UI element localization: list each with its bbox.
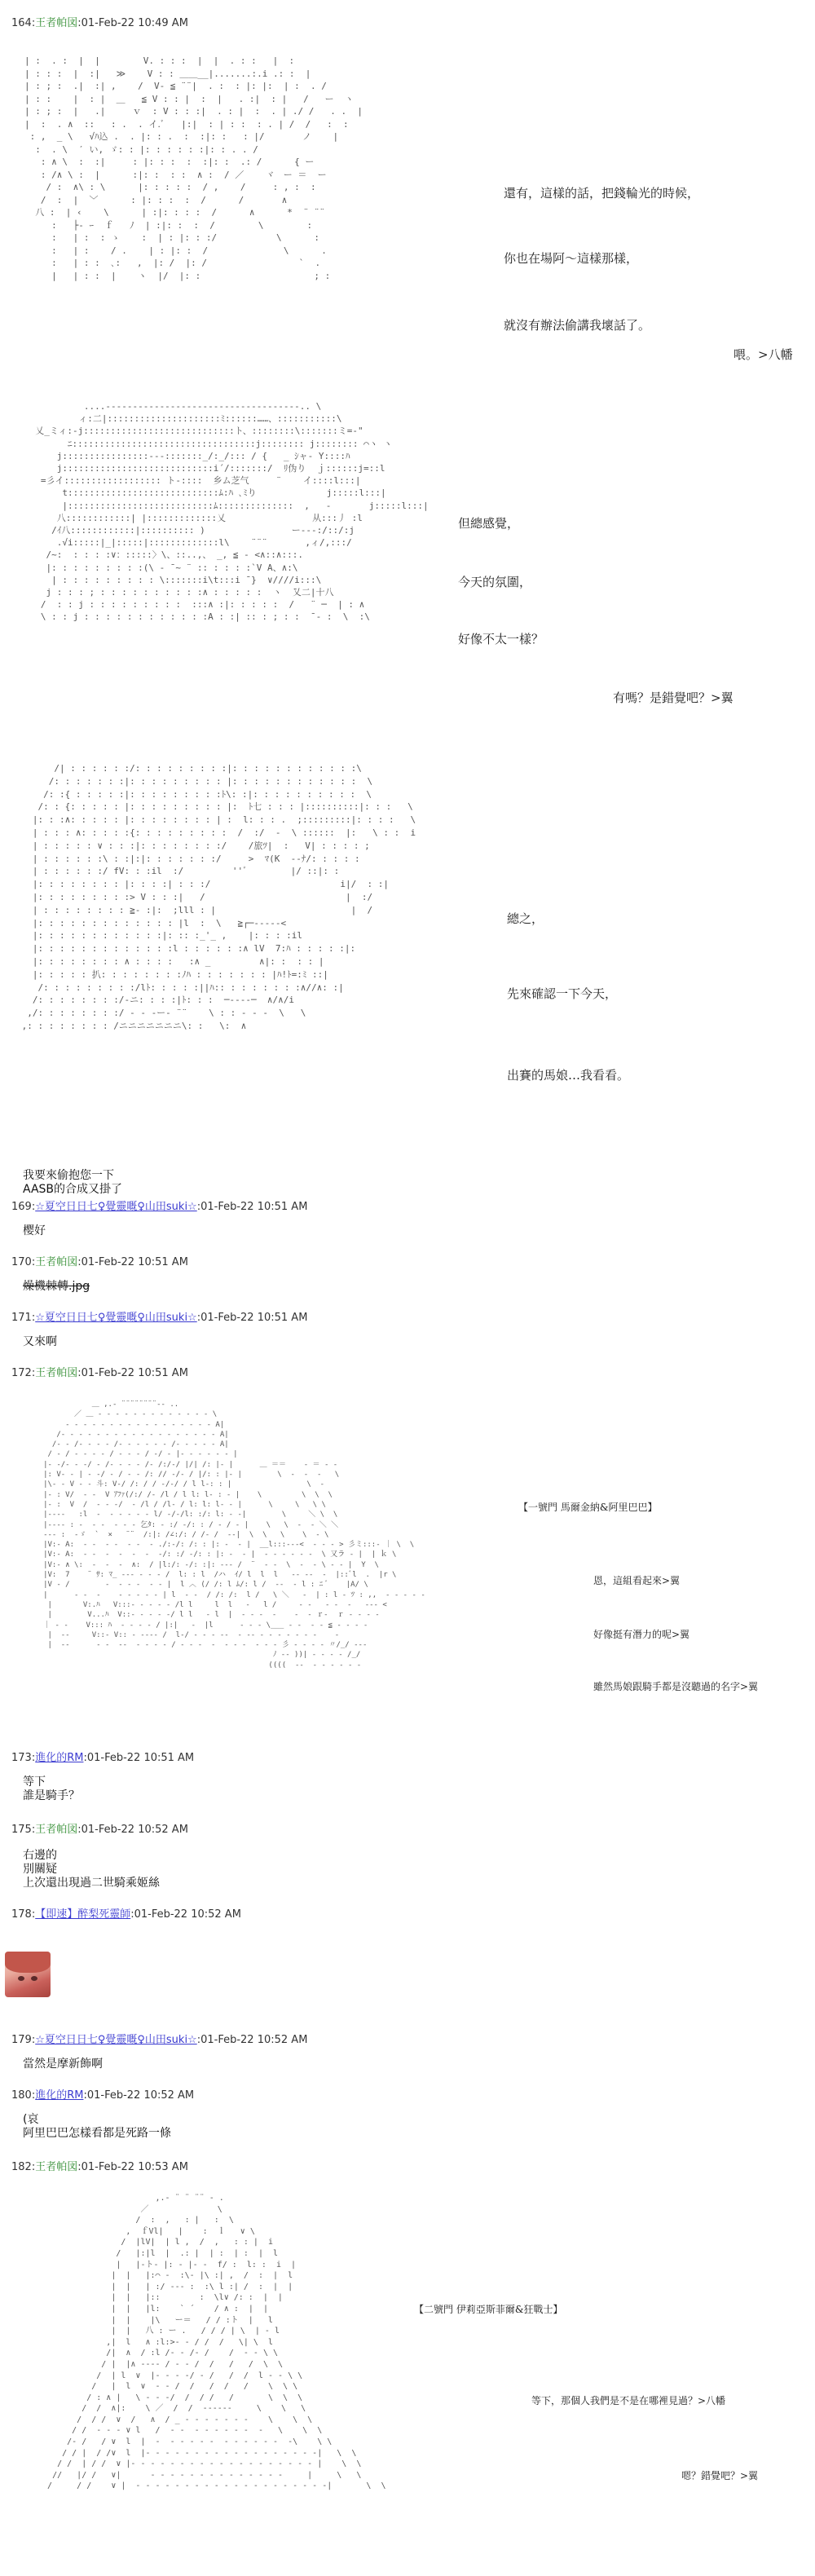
ascii-art-1: | : . : | | V. : : : | | . : : | : | : : : | :| ≫ V : : ＿＿__|.......:.i .: : | | : ; : .| :| , / V- ≦ ¨¨| . : : |: |: | : . / | : : | : | ＿ ≦ V : : | : | . :| : | / ー ヽ | : ; : | .| ｖ : V : : :| . : | : . | ./ / . . | | : . ∧ :: : . . イ.ﾞ |:| : | : : : . | / / : : : , _ \ √ﾊ込 . . |: : . : :|: : : |/ ノ | : . \ ′ い, ゞ: : |: : : : : :|: : . . / : ∧ \ : :| : |: : : : :|: : .: / { ー : /∧ \ : | :|: : : : ∧ : / ／ ヾ ー ＝ ー / : ∧\ : \ |: : : : : / , / : , : : / : | ﹀ : |: : : : / / ∧ 八 : | ‹ \ | :|: : : : / ∧ * ¨ ¨¨ : ├- ｰ ｆ ﾉ | :|: : : / \ : : | : : ゝ : | : |: : :/ \ : : | : / . | : |: : / \ . : | : : ､: , |: / |: / ` . | | : : | ヽ |/ |: : ; : — [24, 55, 363, 281]
poster-name[interactable]: 進化的RM — [35, 2089, 84, 2102]
post-number: 172: — [11, 1367, 36, 1379]
post-header-173 — [11, 1751, 194, 1766]
post-header-170 — [11, 1255, 188, 1270]
dialog-line: 先來確認一下今天， — [507, 986, 618, 1001]
post-time: :01-Feb-22 10:52 AM — [77, 1824, 188, 1836]
post-time: :01-Feb-22 10:51 AM — [83, 1752, 195, 1764]
post-time: :01-Feb-22 10:52 AM — [83, 2089, 195, 2102]
avatar-icon — [5, 1952, 51, 1997]
post-time: :01-Feb-22 10:51 AM — [196, 1201, 308, 1213]
dialog-line: 雖然馬娘跟騎手都是沒聽過的名字>翼 — [593, 1681, 759, 1692]
dialog-line: 出賽的馬娘…我看看。 — [507, 1068, 630, 1083]
post-header-175 — [11, 1823, 188, 1837]
poster-name[interactable]: 王者帕図 — [35, 1367, 78, 1379]
post-number: 180: — [11, 2089, 36, 2102]
post-number: 164: — [11, 17, 36, 29]
poster-name[interactable]: 王者帕図 — [35, 1256, 78, 1268]
post-header-180 — [11, 2089, 194, 2103]
post-reply: 燥機棘轉.jpg — [23, 1280, 90, 1293]
post-number: 182: — [11, 2161, 36, 2173]
dialog-line: 【一號門 馬爾金納&阿里巴巴】 — [518, 1502, 658, 1513]
dialog-line: 等下，那個人我們是不是在哪裡見過？>八幡 — [531, 2395, 726, 2406]
dialog-line: 好像挺有潛力的呢>翼 — [593, 1629, 690, 1640]
post-reply: 當然是摩新飾啊 — [23, 2058, 103, 2071]
post-reply: 右邊的 別關疑 上次還出現過二世騎乘姬絲 — [23, 1849, 160, 1890]
post-time: :01-Feb-22 10:51 AM — [196, 1312, 308, 1324]
post-number: 169: — [11, 1201, 36, 1213]
post-number: 171: — [11, 1312, 36, 1324]
post-reply: 樱好 — [23, 1224, 46, 1237]
post-header-179 — [11, 2033, 307, 2048]
post-time: :01-Feb-22 10:51 AM — [77, 1367, 188, 1379]
post-number: 178: — [11, 1908, 36, 1921]
dialog-line: 喂。>八幡 — [734, 347, 793, 362]
dialog-line: 你也在場阿～這樣那樣， — [504, 251, 639, 266]
poster-name[interactable]: 王者帕図 — [35, 1824, 78, 1836]
dialog-line: 恩，這組看起來>翼 — [593, 1575, 681, 1586]
post-header-172 — [11, 1366, 188, 1381]
poster-name[interactable]: ☆夏空日日七♀覺靈嘅♀山田suki☆ — [35, 1312, 197, 1324]
post-number: 170: — [11, 1256, 36, 1268]
post-reply: 又來啊 — [23, 1335, 57, 1348]
post-time: :01-Feb-22 10:53 AM — [77, 2161, 188, 2173]
ascii-art-4: ＿ ,.‐ ¨¨¨¨¨¨¨¨‐- .. ／ ＿ ‐ ‐ ‐ ‐ ‐ ‐ ‐ ‐ ‐ ‐ ‐ ‐ ‐ \ ‐ ‐ ‐ ‐ ‐ ‐ ‐ ‐ ‐ ‐ ‐ ‐ ‐ ‐ ‐ ‐ ‐ A| /‐ ‐ ‐ ‐ ‐ ‐ ‐ ‐ ‐ ‐ ‐ ‐ ‐ ‐ ‐ ‐ ‐ ‐ A| /‐ ‐ /‐ ‐ ‐ ‐ /‐ ‐ ‐ ‐ ‐ ‐ /‐ ‐ ‐ ‐ ‐ A| / ‐ / ‐ ‐ ‐ ‐ / ‐ ‐ ‐ / ‐/ ‐ |‐ ‐ ‐ ‐ ‐ ‐ | |‐ ‐/‐ ‐ ‐/ ‐ /‐ ‐ ‐ ‐ /‐ /:/‐/ |/| /: |‐ | ＿ ＝＝ ‐ ＝ ‐ ‐ |: V‐ ‐ | ‐ ‐/ ‐ / ‐ ‐ /: // ‐/‐ / |/: : |‐ | \ ‐ ‐ ‐ \ |\‐ ‐ V ‐ ‐ 斗: V‐/ /: / / ‐/‐/ / l l‐: : | \ ‐ |‐ : V/ ‐ ‐ V ｱﾌｧ(/:/ /‐ /l / l l: l‐ : ‐ | \ \ \ \ |‐ : V / ‐ ‐ ‐/ ‐ /l / /l‐ / l: l: l‐ ‐ | \ \ \ \ |‐‐‐‐ :l ‐ ‐ ‐ ‐ ‐ ‐ l/ ‐/‐/l: :/: l: ‐ ‐| \ ＼ \ \ |‐‐‐‐ : ‐ ‐ ‐ ‐ ‐ ‐ 乞ﾀ: ‐ :/ ‐/: : / ‐ / ‐ | \ \ ‐ ‐ ＼ ＼ ‐‐‐ : ‐ゞ ` × ¨¨ /:|: /∠:/: / /‐ / ‐‐| \ \ \ \ ‐ \ |V:‐ A: ‐ ‐ ‐ ‐ ‐ ‐ ‐ ./:‐/: /: : |: ‐ ‐ | __l:::‐‐‐< ‐ ‐ ‐ > 彡ミ:::‐ ｜ \ \ |V:‐ A: ‐ ‐ ‐ ‐ ‐ ‐ ‐/: :/ ‐/: : |: ‐ ‐ | ‐ ‐ ‐ ‐ ‐ ‐ \ 又ラ ‐ | | ｋ \ |V:‐ ∧ \: ‐ ‐ ‐ ∧: / |l:/: ‐/: :|: ‐‐‐ / ¨ ‐ ‐ \ ‐ ‐ \ ‐ ‐ | Y \ |V: 7 ¨ ｻ: ﾏ_ ‐‐‐ ‐ ‐ ‐ / l: : l /ハ ｲ/ l l l ‐‐ ‐‐ ‐ |::ﾞl . |r \ |V ‐ / ‐ ‐ ‐ ‐ ‐ ‐ | l ︿ (/ /: l ﾑ/: l / ‐‐ ‐ l : ﾆ ﾞ |A/ \ | ‐ ‐ ‐ ‐ ‐ ‐ ‐ ‐ | l ‐ ‐ / /: /: l / \ ＼ ‐ | : l ‐ ﾂ : ,, ‐ ‐ ‐ ‐ ‐ | V:.ﾊ V:::‐ ‐ ‐ ‐ ‐ /l l l l ‐ l / ‐ ‐ ‐ ‐ ‐ ‐‐‐ < | V...ﾊ V::‐ ‐ ‐ ‐ ‐/ l l ‐ l | ‐ ‐ ‐ ‐ ‐ ‐ ｒ‐ ｒ ‐ ‐ ‐ ‐ ｜ ‐ ‐ V::: ﾊ ‐ ‐ ‐ ‐ / |:| ‐ |l ‐ ‐ ‐ \___ ‐ ‐ ‐ ‐ ≦ ‐ ‐ ‐ ‐ | ‐‐ V::‐ V:: ‐ ‐‐‐‐ / l‐/ ‐ ‐ ‐ ‐‐ ‐ ‐‐ ‐ ‐ ‐ ‐ ‐ ‐ ‐ ‐ | ‐‐ ‐ ‐ ‐‐ ‐ ‐ ‐ ‐ / ‐ ‐ ‐ ‐ ‐ ‐ ‐ ‐ ‐ ‐ 彡 ‐ ‐ ‐ ‐ 〃/_/ ‐‐‐ ﾉ ‐‐ ))| ‐ ‐ ‐ ‐ /_/ (((( ‐‐ ‐ ‐ ‐ ‐ ‐ ‐ — [43, 1400, 425, 1670]
post-header-169 — [11, 1200, 307, 1215]
post-header-182 — [11, 2160, 188, 2175]
dialog-line: 但總感覺， — [458, 516, 520, 531]
poster-name[interactable]: 【即速】醉梨死靈師 — [35, 1908, 131, 1921]
poster-name[interactable]: 王者帕図 — [35, 17, 78, 29]
post-time: :01-Feb-22 10:52 AM — [130, 1908, 241, 1921]
post-time: :01-Feb-22 10:49 AM — [77, 17, 188, 29]
dialog-line: 嗯？錯覺吧？>翼 — [681, 2470, 759, 2481]
ascii-art-2: ....-‐‐‐‐‐‐‐‐‐‐‐‐‐‐‐‐‐‐‐‐‐‐‐‐‐‐‐‐‐‐‐‐‐‐‐.. \ ィ:二|:::::::::::::::::::::ﾐ::::::……、:::::::::::\ 乂_ミィ:-j::::::::::::::::::::::::::::ト、::::::::\:::::::ミ=-" ﾆ::::::::::::::::::::::::::::::::::j:::::::: j:::::::: ⌒ヽ ヽ j::::::::::::::::-‐-:::::::_/:_/::: / { _ ｼャ‐ Y::::ﾊ j::::::::::::::::::::::::::::i´/:::::::/ ﾘ伪り ｊ::::::j=::l =彡イ:::::::::::::::::: ト-:::: 乡ム芝气 ¨ イ::::l:::| t::::::::::::::::::::::::::::ﾑ:ﾊ ､ﾐり j:::::l:::| |:::::::::::::::::::::::::::ﾑ:::::::::::::: , ‐ j:::::l:::| 八::::::::::::| |:::::::::::::乂 从:::丿 :l /ｲ八::::::::::::|:::::::::: ) ー--‐:/::/:j .√i:::::|_|:::::|:::::::::::::l\ ¨¨¨ ,ィ/,:::/ /~: : : : :∨：:::::〉\、::..,、 _, ≦ - <∧::∧:::. |: : : : : : : : :(\ ‐ ̄ ~ ¨ :: : : : :`V A、∧:\ | : : : : : : : : : \:::::::i\t:::i ̄ } ∨////i:::\ j : : : ; : : : : : : : : : :∧ : : : : : ヽ ̄乂二|十八 / : : j : : : : : : : : : :::∧ :|: : : : : / ¨ ─ | : ∧ \ : : j : : : : : : : : : : : :A : :| :: : ; : : ̄ ‐ : \ :\ — [35, 401, 429, 623]
post-header-164 — [11, 16, 188, 31]
dialog-line: 有嗎？是錯覺吧？>翼 — [613, 690, 734, 705]
post-time: :01-Feb-22 10:51 AM — [77, 1256, 188, 1268]
dialog-line: 好像不太一樣？ — [458, 632, 544, 646]
poster-name[interactable]: ☆夏空日日七♀覺靈嘅♀山田suki☆ — [35, 2034, 197, 2046]
post-number: 179: — [11, 2034, 36, 2046]
ascii-art-3: /| : : : : : :/: : : : : : : : :|: : : : : : : : : : : :\ /: : : : : : :|: : : : : : : : : |: : : : : : : : : : : : \ /: :{ : : : : :|: : : : : : : : :ﾄ\: :|: : : : : : : : : : \ /: : {: : : : : |: : : : : : : : : |: ﾄ七 : : : |::::::::::|: : : \ |: : :∧: : : : : |: : : : : : : : | : l: : : . ;:::::::::|: : : : \ | : : : ∧: : : : :{: : : : : : : : : / :/ ‐ \ :::::: |: \ : : i | : : : : : ∨ : : :|: : : : : : : :/ /旅ﾂ| : V| : : : : ; | : : : : : :\ : :|:|: : : : : : :/ > ﾏ(K ‐-ﾅ/: : : : : | : : : : : :/ fV: : :il :/ ''ﾞ |/ ::|: : |: : : : : : : : |: : : :| : : :/ i|/ : :| |: : : : : : : : :> V : : :| / | :/ | : : : : : : : : ≧‐ :|: ;lll : | | / |: : : : : : : : : : : : : |l : \ ≧┌─‐‐‐‐‐< |: : : : : : : : : : : :|: :: :_'_ , |: : : :il |: : : : : : : : : : : : :l : : : : : :∧ lV 7:ﾊ : : : : :|: |: : : : : : : : ∧ : : : : :∧ _ ∧|: : : : | |: : : : : 扒: : : : : : : :ﾉﾊ : : : : : : : |ﾊ!ﾄ=:ﾐ ::| /: : : : : : : : :/lﾄ: : : : :||ﾊ:: : : : : : : :∧//∧: :| /: : : : : : : :/‐ニ: : : :|ﾄ: : : ─‐‐‐‐─ ∧/∧/i ,/: : : : : : : :/ ‐ ‐ ‐ー‐ ¨¨ \ : : ‐ ‐ ‐ \ \ ,: : : : : : : : /ニニニニニニニ\: : \: ∧ — [21, 763, 416, 1031]
post-reply: 等下 誰是騎手？ — [23, 1775, 80, 1802]
poster-name[interactable]: 進化的RM — [35, 1752, 84, 1764]
dialog-line: 【二號門 伊莉亞斯菲爾&狂戰士】 — [414, 2304, 563, 2315]
dialog-line: 今天的氛圍， — [458, 575, 532, 589]
post-footer-text: 我要來偷抱您一下 AASB的合成又掛了 — [23, 1169, 123, 1196]
post-number: 175: — [11, 1824, 36, 1836]
dialog-line: 總之， — [507, 911, 544, 926]
post-header-178 — [11, 1908, 241, 1922]
post-reply: (哀 阿里巴巴怎樣看都是死路一條 — [23, 2113, 171, 2140]
post-header-171 — [11, 1311, 307, 1325]
post-time: :01-Feb-22 10:52 AM — [196, 2034, 308, 2046]
poster-name[interactable]: ☆夏空日日七♀覺靈嘅♀山田suki☆ — [35, 1201, 197, 1213]
dialog-line: 就沒有辦法偷講我壞話了。 — [504, 318, 651, 333]
ascii-art-5: ,.‐ ¨ ¨ ¨¨ ‐ . ／ \ / : , : | : \ , ｆVl| | : ｌ ∨ \ / |lV| | l , / , : : | i / |:|l | .: | | : | : | l | |‐ト‐ |: ‐ |‐ ‐ f/ : l: : i | | | |:⌒ ‐ :\‐ |\ :| , / : | l | | | :/ ‐‐‐ : :\ l :| / : | | | | |:: : \l∨ /: : | | | | |l: ` ´ / ∧ : | | | | |\ ー＝ / / :ト | l | | 八 : ー . / / / | \ | ‐ l ,| l ∧ :l:>‐ ‐ / / / \| \ l /| ∧ / :l /‐ ‐ /‐ / / ‐ ‐ \ \ / | |∧ ‐‐‐‐ / ‐ ‐ / / / / \ \ / | l ∨ |‐ ‐ ‐ ‐/ ‐ / / / l ‐ ‐ \ \ / | l ∨ ‐ ‐ / / / / / \ \ \ / : ∧ | \ ‐ ‐ ‐/ / / / / \ \ \ / / ∧|: \ ／ / / ‐‐‐‐‐‐ \ \ \ / / / ∨ / ∧ / _ ‐ ‐ ‐ ‐ ‐ ‐ ‐ \ \ \ / / ‐ ‐ ‐ ∨ l / ‐ ‐ ‐ ‐ ‐ ‐ ‐ ‐ ‐ \ \ \ /‐ / / ∨ l | ‐ ‐ ‐ ‐ ‐ ‐ ‐ ‐ ‐ ‐ ‐ ‐ ‐\ \ \ / / | / /∨ l |‐ ‐ ‐ ‐ ‐ ‐ ‐ ‐ ‐ ‐ ‐ ‐ ‐ ‐ ‐ ‐ ‐ ‐| \ \ / / | / / ∨ |‐ ‐ ‐ ‐ ‐ ‐ ‐ ‐ ‐ ‐ ‐ ‐ ‐ ‐ ‐ ‐ ‐ ‐ ‐ | \ \ // |/ / ∨| ‐ ‐ ‐ ‐ ‐ ‐ ‐ ‐ ‐ ‐ ‐ ‐ ‐ ‐ | \ \ / / / ∨ | ‐ ‐ ‐ ‐ ‐ ‐ ‐ ‐ ‐ ‐ ‐ ‐ ‐ ‐ ‐ ‐ ‐ ‐ ‐ ‐| \ \ — [47, 2194, 386, 2491]
poster-name[interactable]: 王者帕図 — [35, 2161, 78, 2173]
dialog-line: 還有，這樣的話，把錢輪光的時候， — [504, 186, 700, 201]
post-number: 173: — [11, 1752, 36, 1764]
